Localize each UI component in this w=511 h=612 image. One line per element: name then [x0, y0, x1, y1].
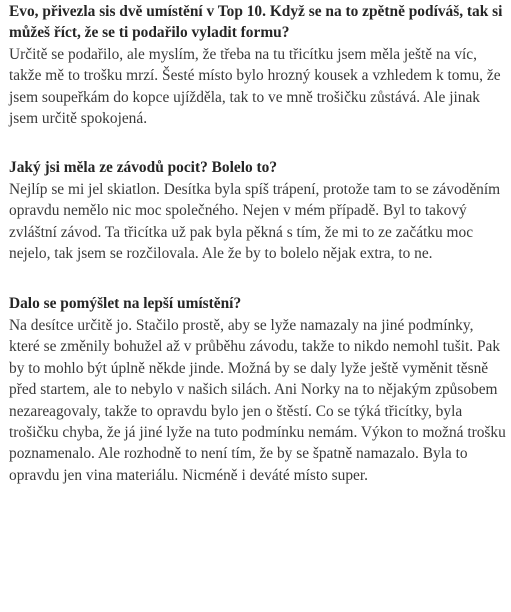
paragraph-gap: [9, 264, 507, 292]
qa-block-1: [9, 0, 507, 129]
interview-answer: Určitě se podařilo, ale myslím, že třeba na tu třicítku jsem měla ještě na víc, takže mě to trošku mrzí. Šesté místo bylo hrozný kousek a vzhledem k tomu, že jsem soupeřkám do kopce ujížděla, tak to ve mně trošičku zůstává. Ale jinak jsem určitě spokojená.: [9, 45, 501, 128]
paragraph-gap: [9, 129, 507, 156]
qa-block-2: [9, 156, 507, 264]
qa-block-3: [9, 292, 507, 486]
interview-question: Jaký jsi měla ze závodů pocit? Bolelo to?: [9, 159, 278, 177]
interview-article: [9, 0, 507, 486]
interview-question: Dalo se pomýšlet na lepší umístění?: [9, 295, 242, 313]
interview-question: Evo, přivezla sis dvě umístění v Top 10. Když se na to zpětně podíváš, tak si můžeš říct, že se ti podařilo vyladit formu?: [9, 3, 503, 42]
interview-answer: Nejlíp se mi jel skiatlon. Desítka byla spíš trápení, protože tam to se závoděním opravdu nemělo nic moc společného. Nejen v mém případě. Byl to takový zvláštní závod. Ta třicítka už pak byla pěkná s tím, že mi to ze začátku moc nejelo, tak jsem se rozčilovala. Ale že by to bolelo nějak extra, to ne.: [9, 180, 501, 263]
interview-answer: Na desítce určitě jo. Stačilo prostě, aby se lyže namazaly na jiné podmínky, které se změnily bohužel až v průběhu závodu, takže to nikdo nemohl tušit. Pak by to mohlo být úplně někde jinde. Možná by se daly lyže ještě vyměnit těsně před startem, ale to nebylo v našich silách. Ani Norky na to nějakým způsobem nezareagovaly, takže to opravdu bylo jen o štěstí. Co se týká třicítky, byla trošičku chyba, že já jiné lyže na tuto podmínku nemám. Výkon to možná trošku poznamenalo. Ale rozhodně to není tím, že by se špatně namazalo. Byla to opravdu jen vina materiálu. Nicméně i deváté místo super.: [9, 316, 506, 484]
